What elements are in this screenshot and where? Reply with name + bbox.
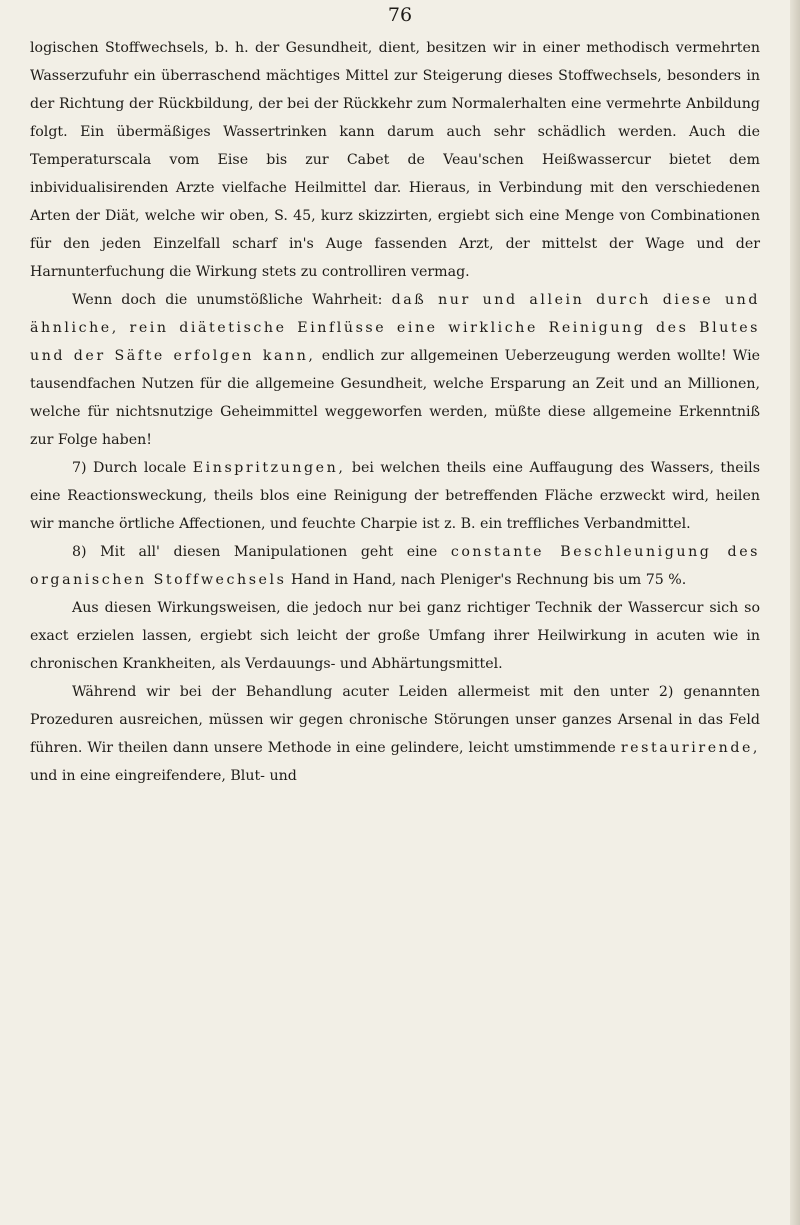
treatment-emphasis: restaurirende,: [620, 740, 760, 756]
item7-emphasis: Einspritzungen,: [192, 460, 346, 476]
truth-intro: Wenn doch die unumstößliche Wahrheit:: [72, 292, 383, 308]
body-text: [30, 34, 760, 790]
truth-emphasis: daß nur und allein durch diese und ähnliche, rein diätetische Einflüsse eine wirkliche Reinigung des Blutes und der Säfte erfolgen kann,: [30, 292, 760, 364]
treatment-intro: Während wir bei der Behandlung acuter Leiden allermeist mit den unter 2) genannten Prozeduren ausreichen, müssen wir gegen chronische Störungen unser ganzes Arsenal in das Feld führen. Wir theilen dann unsere Methode in eine gelindere, leicht umstimmende: [30, 684, 760, 756]
item8-emphasis: constante Beschleunigung des organischen Stoffwechsels: [30, 544, 760, 588]
truth-rest: endlich zur allgemeinen Ueberzeugung werden wollte! Wie tausendfachen Nutzen für die allgemeine Gesundheit, welche Ersparung an Zeit und an Millionen, welche für nichtsnutzige Geheimmittel weggeworfen werden, müßte diese allgemeine Erkenntniß zur Folge haben!: [30, 348, 761, 448]
paragraph-metabolism: logischen Stoffwechsels, b. h. der Gesundheit, dient, besitzen wir in einer methodisch vermehrten Wasserzufuhr ein überraschend mächtiges Mittel zur Steigerung dieses Stoffwechsels, besonders in der Richtung der Rückbildung, der bei der Rückkehr zum Normalerhalten eine vermehrte Anbildung folgt. Ein übermäßiges Wassertrinken kann darum auch sehr schädlich werden. Auch die Temperaturscala vom Eise bis zur Cabet de Veau'schen Heißwassercur bietet dem inbividualisirenden Arzte vielfache Heilmittel dar. Hieraus, in Verbindung mit den verschiedenen Arten der Diät, welche wir oben, S. 45, kurz skizzirten, ergiebt sich eine Menge von Combinationen für den jeden Einzelfall scharf in's Auge fassenden Arzt, der mittelst der Wage und der Harnunterfuchung die Wirkung stets zu controlliren vermag.: [30, 40, 760, 280]
item7-rest: bei welchen theils eine Auffaugung des Wassers, theils eine Reactionsweckung, theils blos eine Reinigung der betreffenden Fläche erzweckt wird, heilen wir manche örtliche Affectionen, und feuchte Charpie ist z. B. ein treffliches Verbandmittel.: [30, 460, 761, 532]
item7-number: 7) Durch locale: [72, 460, 187, 476]
treatment-rest: und in eine eingreifendere, Blut- und: [30, 768, 297, 784]
paragraph-treatment: [30, 678, 760, 790]
page-number: 76: [387, 4, 413, 26]
paragraph-truth: [30, 286, 760, 454]
paragraph-effects: Aus diesen Wirkungsweisen, die jedoch nur bei ganz richtiger Technik der Wassercur sich so exact erzielen lassen, ergiebt sich leicht der große Umfang ihrer Heilwirkung in acuten wie in chronischen Krankheiten, als Verdauungs- und Abhärtungsmittel.: [30, 600, 760, 672]
item8-rest: Hand in Hand, nach Pleniger's Rechnung bis um 75 %.: [290, 572, 687, 588]
paragraph-injections: [30, 454, 760, 538]
page-edge: [790, 0, 800, 1225]
item8-intro: 8) Mit all' diesen Manipulationen geht eine: [72, 544, 438, 560]
paragraph-acceleration: [30, 538, 760, 594]
